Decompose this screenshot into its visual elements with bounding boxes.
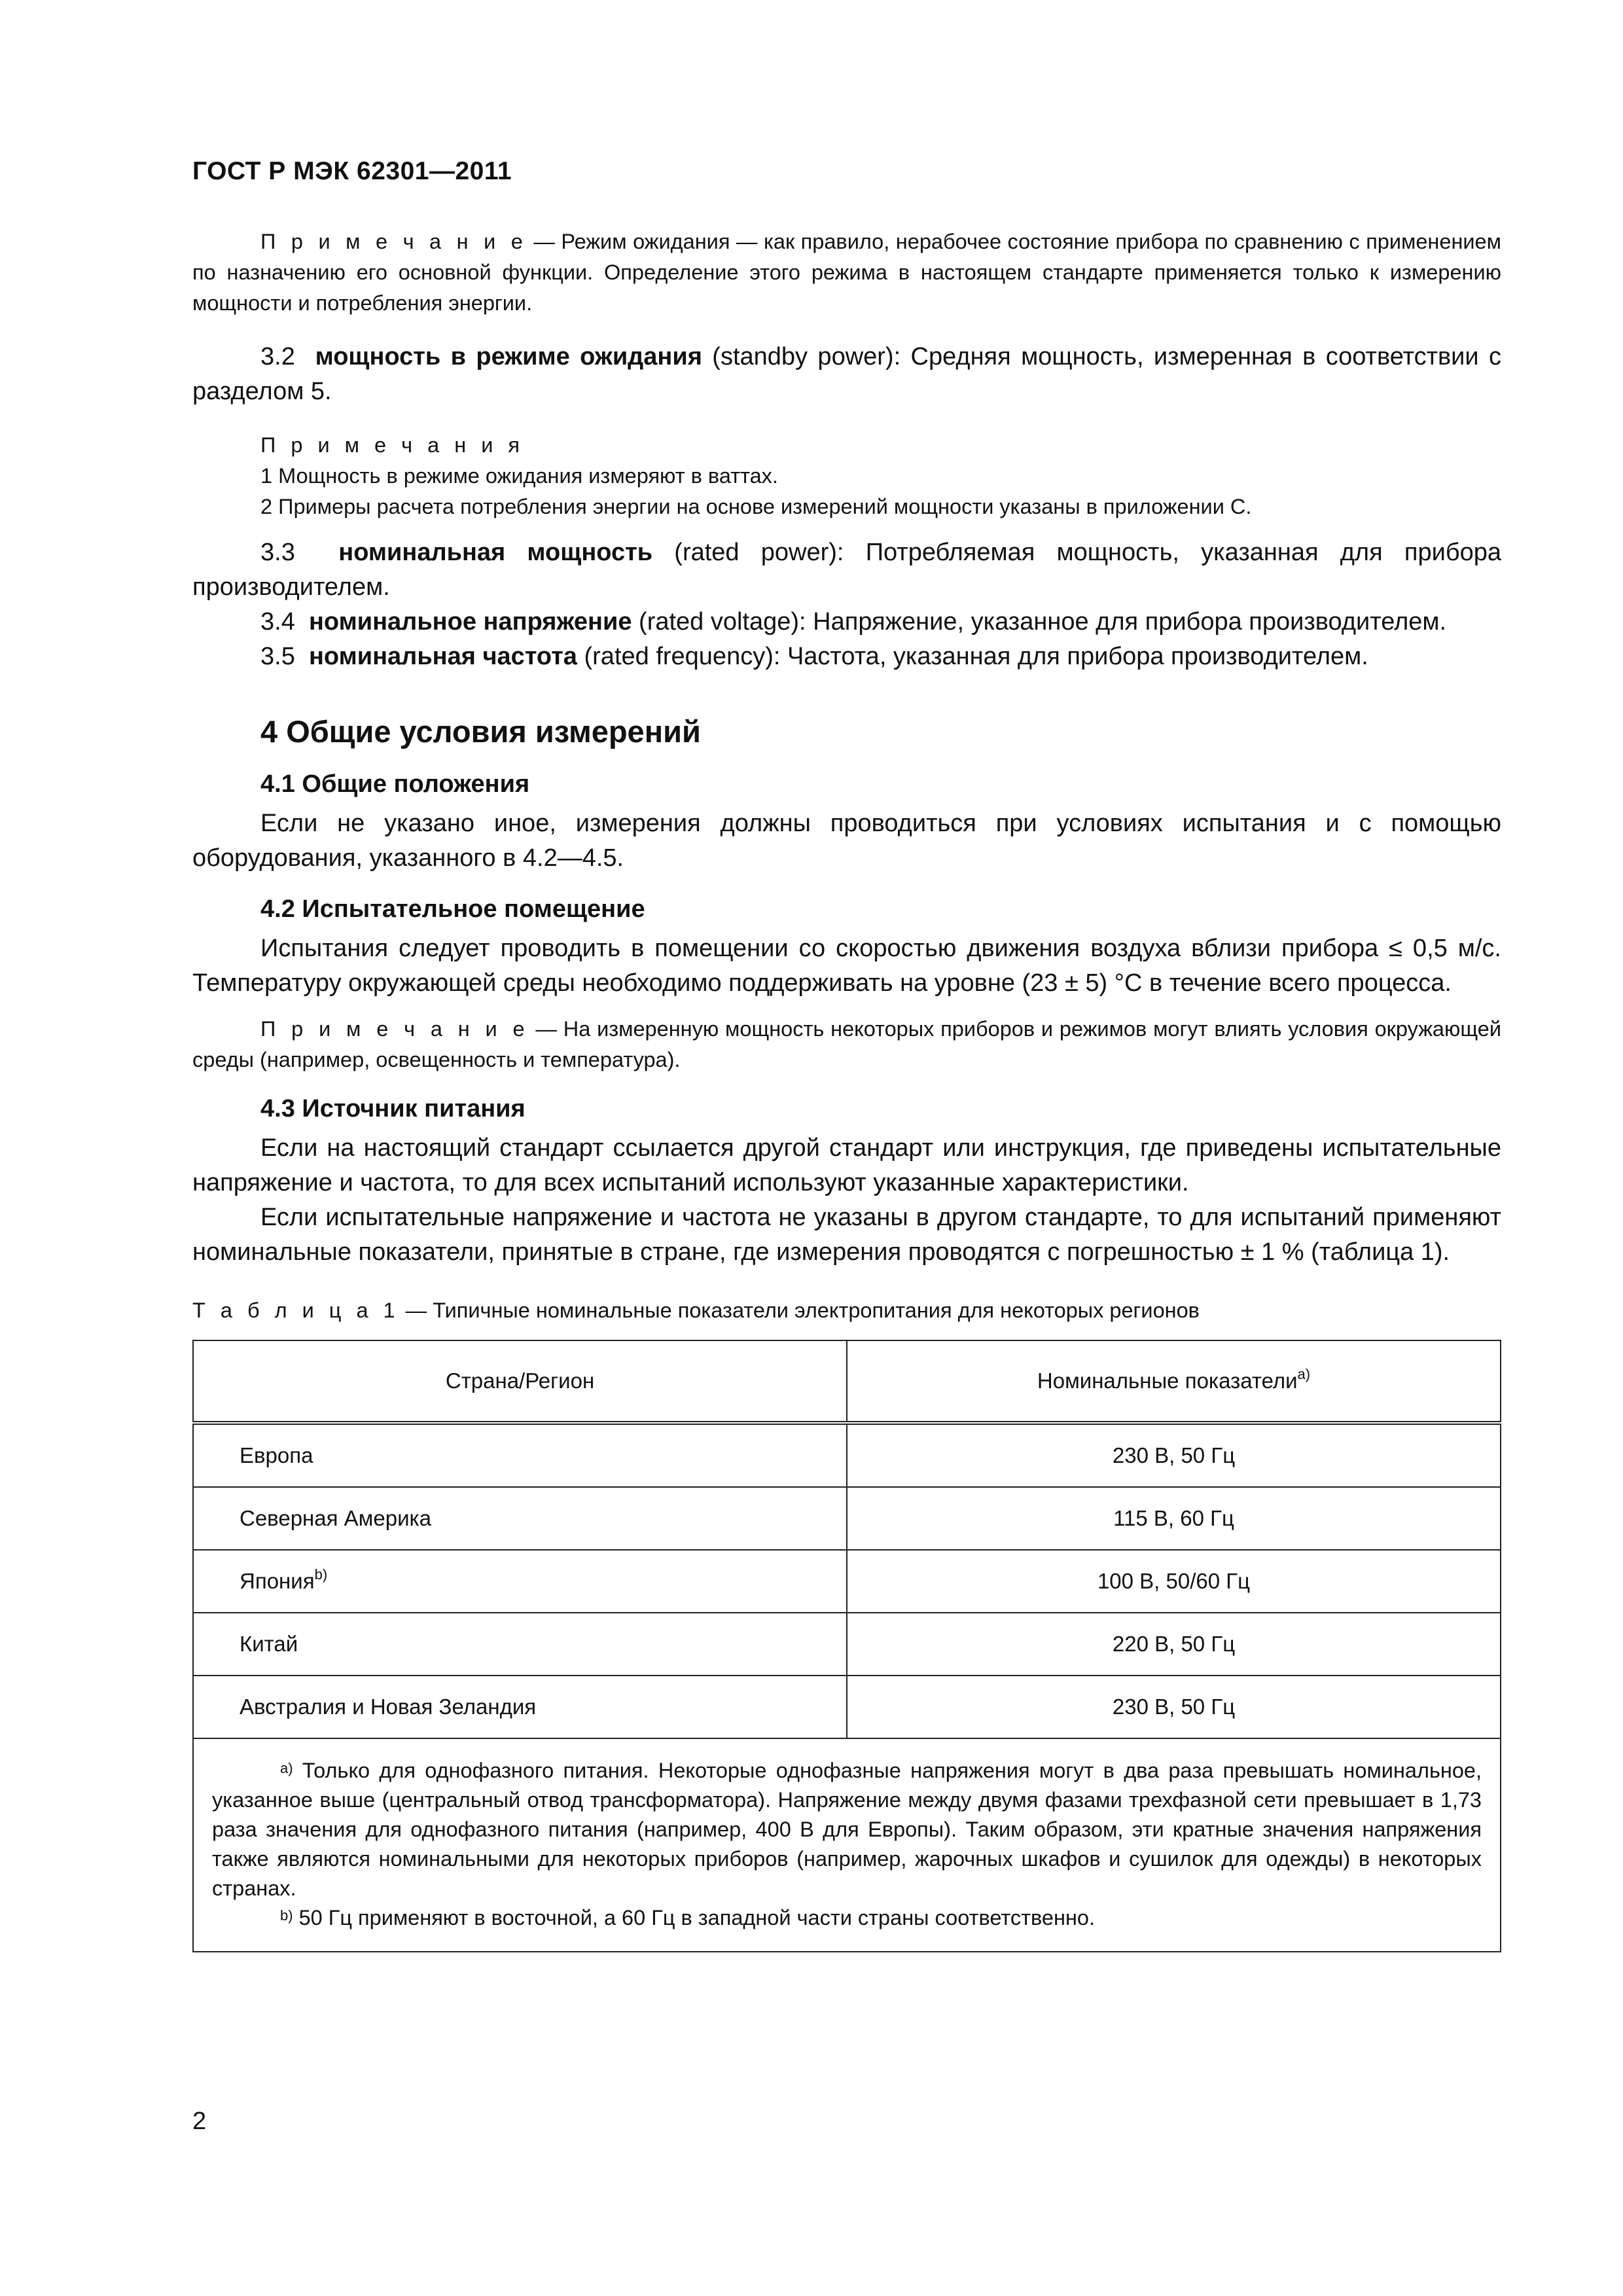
definition-3-5 <box>192 639 1501 674</box>
term: номинальное напряжение <box>308 608 632 636</box>
table-label: Т а б л и ц а 1 <box>192 1299 400 1322</box>
region-cell: Европа <box>193 1423 847 1487</box>
region-cell: Северная Америка <box>193 1487 847 1550</box>
definition-3-2 <box>192 340 1501 409</box>
value-cell: 220 В, 50 Гц <box>847 1613 1501 1676</box>
table-1-caption <box>192 1299 1501 1323</box>
subsection-4-3-heading: 4.3 Источник питания <box>260 1095 526 1122</box>
term: номинальная мощность <box>338 539 653 566</box>
note-4-2 <box>192 1014 1501 1075</box>
notes-3-2 <box>192 430 1501 522</box>
column-header-region: Страна/Регион <box>193 1340 847 1423</box>
footnote-mark: b) <box>280 1907 293 1924</box>
footnote-a: $^{a)}$ Только для однофазного питания. Некоторые однофазные напряжения могут в два раза превышать номинальное, указанное выше (центральный отвод трансформатора). Напряжение между двумя фазами трехфазной сети превышает в 1,73 раза значения для однофазного питания (например, 400 В для Европы). Таким образом, эти кратные значения напряжения также являются номинальными для некоторых приборов (например, жарочных шкафов и сушилок для одежды) в некоторых странах. <box>212 1759 1482 1900</box>
document-header: ГОСТ Р МЭК 62301—2011 <box>192 157 512 185</box>
table-row <box>193 1676 1501 1738</box>
section-4-heading: 4 Общие условия измерений <box>260 714 701 749</box>
definition-text: (rated voltage): Напряжение, указанное для прибора производителем. <box>632 608 1447 636</box>
region-cell: Китай <box>193 1613 847 1676</box>
subsection-4-3-paragraph-2: Если испытательные напряжение и частота не указаны в другом стандарте, то для испытаний применяют номинальные показатели, принятые в стране, где измерения проводятся с погрешностью ± 1 % (таблица 1). <box>192 1204 1501 1266</box>
region-cell: Япония$^{b)}$ <box>193 1550 847 1613</box>
subsection-4-2-text: Испытания следует проводить в помещении со скоростью движения воздуха вблизи прибора ≤ 0,5 м/с. Температуру окружающей среды необходимо поддерживать на уровне (23 ± 5) °С в течение всего процесса. <box>192 935 1501 997</box>
table-row <box>193 1613 1501 1676</box>
note-item: 1 Мощность в режиме ожидания измеряют в ваттах. <box>260 464 778 488</box>
page-number: 2 <box>192 2108 207 2135</box>
term: мощность в режиме ожидания <box>315 343 702 370</box>
notes-label: П р и м е ч а н и я <box>260 433 524 457</box>
subsection-4-1-text: Если не указано иное, измерения должны проводиться при условиях испытания и с помощью оборудования, указанного в 4.2—4.5. <box>192 810 1501 872</box>
note-text: — На измеренную мощность некоторых приборов и режимов могут влиять условия окружающей среды (например, освещенность и температура). <box>192 1017 1501 1071</box>
clause-number: 3.4 <box>260 608 295 636</box>
note-text: — Режим ожидания — как правило, нерабочее состояние прибора по сравнению с применением по назначению его основной функции. Определение этого режима в настоящем стандарте применяется только к измерению мощности и потребления энергии. <box>192 230 1501 315</box>
definition-3-4 <box>192 605 1501 639</box>
document-page <box>192 157 1501 1952</box>
table-footnotes <box>193 1738 1501 1952</box>
footnote-ref-a: a) <box>1297 1366 1311 1382</box>
clause-number: 3.5 <box>260 643 295 670</box>
note-label: П р и м е ч а н и е <box>260 1017 529 1041</box>
value-cell: 115 В, 60 Гц <box>847 1487 1501 1550</box>
definition-text: (standby power): Средняя мощность, измеренная в соответствии с разделом 5. <box>192 343 1501 405</box>
note-item: 2 Примеры расчета потребления энергии на основе измерений мощности указаны в приложении С. <box>260 495 1252 518</box>
table-footnotes-row <box>193 1738 1501 1952</box>
footnote-b: $^{b)}$ 50 Гц применяют в восточной, а 60 Гц в западной части страны соответственно. <box>280 1906 1096 1929</box>
table-row <box>193 1487 1501 1550</box>
definition-3-3 <box>192 535 1501 605</box>
table-header-row <box>193 1340 1501 1423</box>
value-cell: 100 В, 50/60 Гц <box>847 1550 1501 1613</box>
table-row <box>193 1550 1501 1613</box>
value-cell: 230 В, 50 Гц <box>847 1423 1501 1487</box>
subsection-4-2-heading: 4.2 Испытательное помещение <box>260 895 645 923</box>
clause-number: 3.3 <box>260 539 295 566</box>
value-cell: 230 В, 50 Гц <box>847 1676 1501 1738</box>
table-row <box>193 1423 1501 1487</box>
definition-text: (rated frequency): Частота, указанная для прибора производителем. <box>577 643 1368 670</box>
term: номинальная частота <box>308 643 577 670</box>
note-standby-mode <box>192 226 1501 319</box>
clause-number: 3.2 <box>260 343 295 370</box>
column-header-values: Номинальные показатели$^{a)}$ <box>847 1340 1501 1423</box>
table-caption-text: — Типичные номинальные показатели электропитания для некоторых регионов <box>399 1299 1200 1322</box>
definition-text: (rated power): Потребляемая мощность, указанная для прибора производителем. <box>192 539 1501 601</box>
power-supply-table <box>192 1340 1501 1952</box>
footnote-mark: a) <box>280 1760 293 1776</box>
subsection-4-3-paragraph-1: Если на настоящий стандарт ссылается другой стандарт или инструкция, где приведены испытательные напряжение и частота, то для всех испытаний используют указанные характеристики. <box>192 1134 1501 1196</box>
footnote-ref-b: b) <box>314 1566 328 1583</box>
region-cell: Австралия и Новая Зеландия <box>193 1676 847 1738</box>
note-label: П р и м е ч а н и е <box>260 230 527 253</box>
subsection-4-1-heading: 4.1 Общие положения <box>260 770 530 798</box>
